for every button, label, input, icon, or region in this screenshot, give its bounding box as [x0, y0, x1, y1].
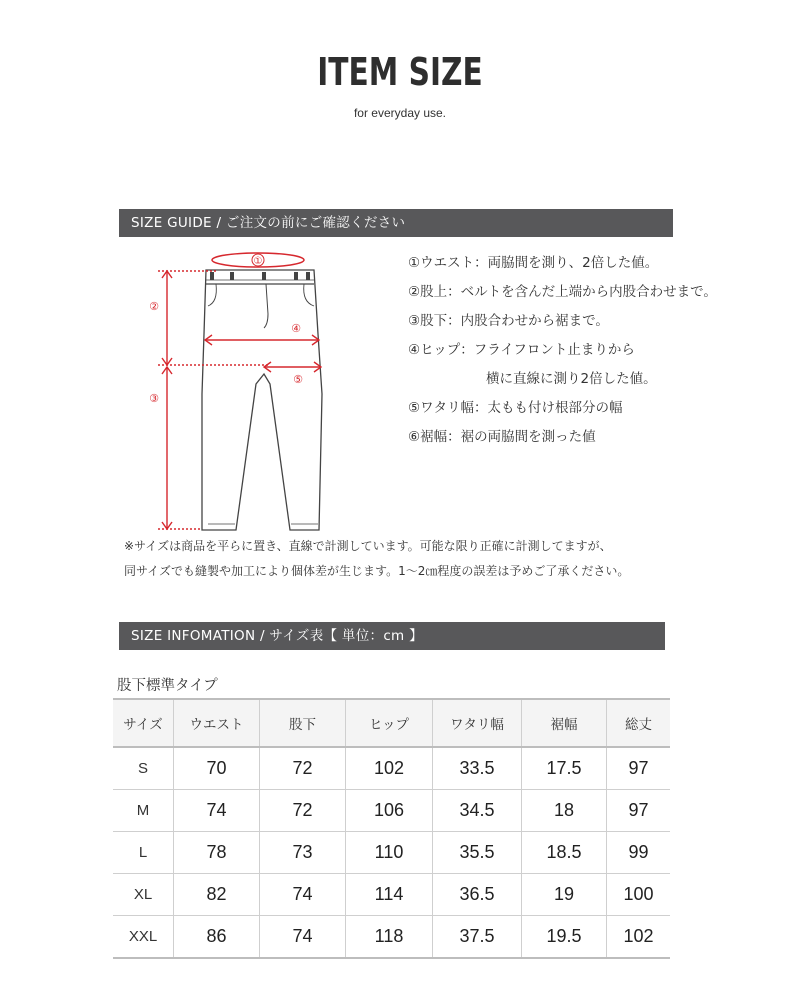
table-cell: 110	[346, 832, 433, 874]
measurement-note: 同サイズでも縫製や加工により個体差が生じます。1〜2㎝程度の誤差は予めご了承ください。	[124, 564, 630, 578]
guide-line: ⑤ワタリ幅：太もも付け根部分の幅	[408, 400, 623, 416]
table-cell: 17.5	[522, 747, 607, 790]
marker-3: ③	[149, 392, 159, 405]
table-cell: 102	[346, 747, 433, 790]
table-cell: 34.5	[433, 790, 522, 832]
table-cell: 18	[522, 790, 607, 832]
table-cell: 102	[607, 916, 671, 959]
table-cell: 35.5	[433, 832, 522, 874]
guide-line: ②股上：ベルトを含んだ上端から内股合わせまで。	[408, 284, 717, 300]
size-guide-bar: SIZE GUIDE / ご注文の前にご確認ください	[119, 209, 673, 237]
column-header: ワタリ幅	[433, 699, 522, 747]
table-row	[113, 747, 670, 790]
table-row	[113, 874, 670, 916]
size-cell: L	[113, 832, 174, 874]
guide-line: ⑥裾幅：裾の両脇間を測った値	[408, 429, 596, 445]
table-cell: 70	[174, 747, 260, 790]
table-cell: 97	[607, 747, 671, 790]
guide-line: ③股下：内股合わせから裾まで。	[408, 313, 609, 329]
table-cell: 19.5	[522, 916, 607, 959]
marker-4: ④	[291, 322, 301, 335]
page-subtitle: for everyday use.	[353, 106, 447, 120]
measurement-guide-list	[408, 251, 717, 454]
guide-line: 横に直線に測り2倍した値。	[486, 371, 657, 387]
measurement-note: ※サイズは商品を平らに置き、直線で計測しています。可能な限り正確に計測してますが、	[124, 539, 612, 553]
table-row	[113, 916, 670, 959]
table-cell: 33.5	[433, 747, 522, 790]
table-cell: 73	[260, 832, 346, 874]
table-cell: 37.5	[433, 916, 522, 959]
table-cell: 78	[174, 832, 260, 874]
table-cell: 118	[346, 916, 433, 959]
column-header: ヒップ	[346, 699, 433, 747]
table-cell: 18.5	[522, 832, 607, 874]
column-header: 総丈	[607, 699, 671, 747]
table-cell: 19	[522, 874, 607, 916]
size-cell: XXL	[113, 916, 174, 959]
table-cell: 72	[260, 747, 346, 790]
table-cell: 74	[260, 916, 346, 959]
column-header: 裾幅	[522, 699, 607, 747]
table-cell: 97	[607, 790, 671, 832]
table-cell: 106	[346, 790, 433, 832]
size-cell: S	[113, 747, 174, 790]
table-cell: 74	[174, 790, 260, 832]
table-cell: 72	[260, 790, 346, 832]
size-info-bar: SIZE INFOMATION / サイズ表【 単位：cm 】	[119, 622, 665, 650]
table-cell: 114	[346, 874, 433, 916]
table-cell: 74	[260, 874, 346, 916]
table-header-row	[113, 699, 670, 747]
column-header: 股下	[260, 699, 346, 747]
table-cell: 36.5	[433, 874, 522, 916]
table-cell: 99	[607, 832, 671, 874]
size-cell: XL	[113, 874, 174, 916]
column-header: ウエスト	[174, 699, 260, 747]
page-title: ITEM SIZE	[317, 50, 483, 94]
table-row	[113, 832, 670, 874]
marker-2: ②	[149, 300, 159, 313]
table-cell: 86	[174, 916, 260, 959]
pants-diagram	[118, 244, 338, 534]
column-header: サイズ	[113, 699, 174, 747]
size-table	[113, 698, 670, 959]
marker-5: ⑤	[293, 373, 303, 386]
table-caption: 股下標準タイプ	[117, 678, 218, 694]
size-cell: M	[113, 790, 174, 832]
marker-1: ①	[253, 256, 263, 267]
table-row	[113, 790, 670, 832]
guide-line: ①ウエスト：両脇間を測り、2倍した値。	[408, 255, 659, 271]
table-cell: 100	[607, 874, 671, 916]
guide-line: ④ヒップ：フライフロント止まりから	[408, 342, 635, 358]
table-cell: 82	[174, 874, 260, 916]
